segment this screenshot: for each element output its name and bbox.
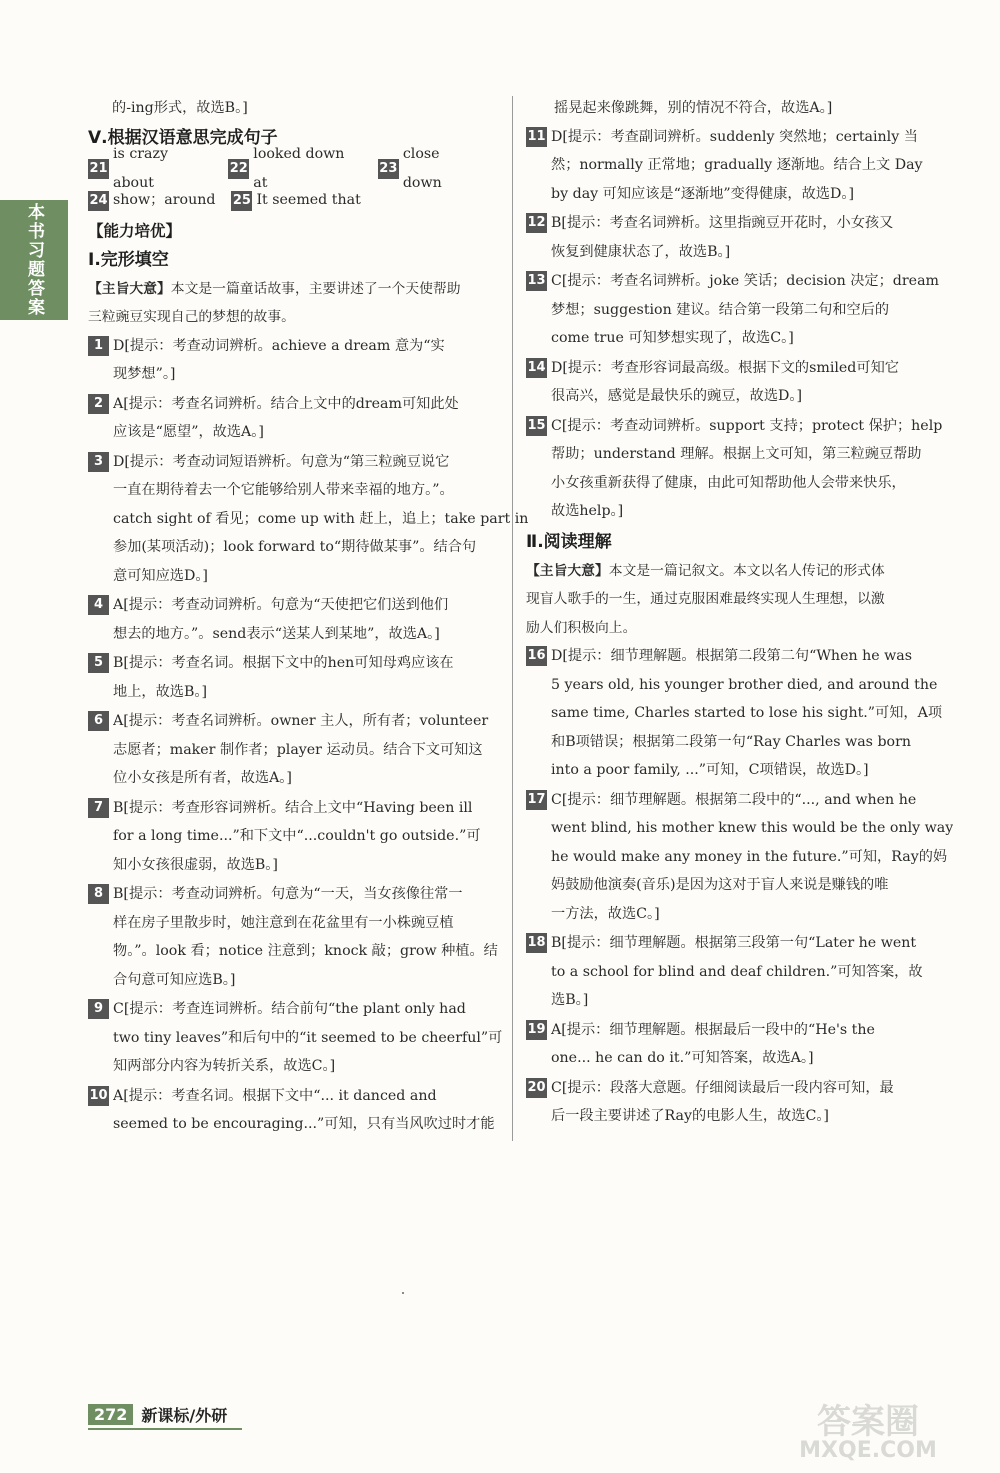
answer-item bbox=[526, 1074, 944, 1131]
explanation-line: C[提示：考查名词辨析。joke 笑话；decision 决定；dream bbox=[551, 273, 939, 289]
explanation-line: 然；normally 正常地；gradually 逐渐地。结合上文 Day bbox=[551, 157, 923, 173]
explanation-line: he would make any money in the future.”可知，Ray的妈 bbox=[551, 848, 948, 865]
item-number: 5 bbox=[88, 653, 109, 673]
fill-answer: close down bbox=[402, 146, 442, 191]
answer-item bbox=[526, 123, 944, 209]
explanation-line: C[提示：考查连词辨析。结合前句“the plant only had bbox=[113, 1001, 466, 1017]
answer-explanation bbox=[551, 354, 944, 411]
answer-explanation bbox=[113, 995, 502, 1081]
summary-line: 现盲人歌手的一生，通过克服困难最终实现人生理想，以激 bbox=[526, 591, 885, 607]
book-name: 新课标/外研 bbox=[141, 1406, 228, 1425]
item-number: 2 bbox=[88, 394, 109, 414]
explanation-line: D[提示：细节理解题。根据第二段第二句“When he was bbox=[551, 648, 913, 664]
item-number: 6 bbox=[88, 711, 109, 731]
ability-title: 【能力培优】 bbox=[88, 221, 182, 240]
explanation-line: 地上，故选B。] bbox=[113, 683, 207, 700]
explanation-line: 很高兴，感觉是最快乐的豌豆，故选D。] bbox=[551, 388, 802, 404]
answer-explanation bbox=[551, 642, 944, 785]
answer-explanation bbox=[113, 649, 498, 706]
summary bbox=[88, 275, 498, 332]
explanation-line: C[提示：细节理解题。根据第二段中的“..., and when he bbox=[551, 791, 917, 808]
explanation-line: two tiny leaves”和后句中的“it seemed to be cheerful”可 bbox=[113, 1029, 503, 1046]
explanation-line: for a long time...”和下文中“...couldn't go outside.”可 bbox=[113, 828, 481, 844]
item-number: 9 bbox=[88, 999, 109, 1019]
item-number: 3 bbox=[88, 452, 109, 472]
item-number: 13 bbox=[526, 271, 547, 291]
explanation-line: C[提示：考查动词辨析。support 支持；protect 保护；help bbox=[551, 417, 943, 434]
explanation-line: D[提示：考查动词辨析。achieve a dream 意为“实 bbox=[113, 337, 445, 354]
explanation-line: 梦想；suggestion 建议。结合第一段第二句和空后的 bbox=[551, 301, 890, 318]
explanation-line: 一直在期待着去一个它能够给别人带来幸福的地方。”。 bbox=[113, 482, 454, 498]
summary-line: 励人们积极向上。 bbox=[526, 619, 637, 636]
explanation-line: come true 可知梦想实现了，故选C。] bbox=[551, 330, 794, 346]
fill-answer: It seemed that bbox=[256, 192, 361, 209]
fill-item bbox=[88, 186, 215, 215]
explanation-line: B[提示：考查动词辨析。句意为“一天，当女孩像往常一 bbox=[113, 886, 463, 902]
fill-answer: show；around bbox=[113, 192, 216, 209]
answer-explanation bbox=[551, 209, 944, 266]
explanation-line: D[提示：考查形容词最高级。根据下文的smiled可知它 bbox=[551, 359, 899, 376]
answer-explanation bbox=[551, 412, 944, 526]
answer-item bbox=[88, 448, 529, 591]
item-number: 10 bbox=[88, 1086, 109, 1106]
answer-item bbox=[88, 332, 498, 389]
explanation-line: 一方法，故选C。] bbox=[551, 905, 660, 922]
explanation-line: A[提示：考查名词。根据下文中“... it danced and bbox=[113, 1087, 437, 1104]
explanation-line: to a school for blind and deaf children.”可知答案，故 bbox=[551, 963, 923, 980]
explanation-line: 选B。] bbox=[551, 992, 589, 1008]
explanation-line: D[提示：考查副词辨析。suddenly 突然地；certainly 当 bbox=[551, 128, 918, 145]
answer-item bbox=[526, 412, 944, 526]
explanation-line: 应该是“愿望”，故选A。] bbox=[113, 424, 264, 440]
explanation-line: 和B项错误；根据第二段第一句“Ray Charles was born bbox=[551, 733, 912, 750]
explanation-line: A[提示：细节理解题。根据最后一段中的“He's the bbox=[551, 1021, 875, 1038]
explanation-line: seemed to be encouraging...”可知，只有当风吹过时才能 bbox=[113, 1116, 495, 1132]
fill-answer: looked down at bbox=[253, 146, 345, 191]
explanation-line: 妈鼓励他演奏(音乐)是因为这对于盲人来说是赚钱的唯 bbox=[551, 877, 889, 893]
item-number: 21 bbox=[88, 159, 109, 179]
answer-explanation bbox=[551, 1074, 944, 1131]
answer-explanation bbox=[113, 794, 498, 880]
answer-explanation bbox=[113, 1082, 498, 1139]
explanation-line: 参加(某项活动)；look forward to“期待做某事”。结合句 bbox=[113, 539, 477, 555]
fill-row-1 bbox=[88, 146, 498, 191]
explanation-line: A[提示：考查名词辨析。结合上文中的dream可知此处 bbox=[113, 395, 459, 412]
watermark-brand: 答案圈 bbox=[817, 1402, 919, 1442]
item-number: 11 bbox=[526, 127, 547, 147]
summary bbox=[526, 557, 944, 643]
explanation-line: catch sight of 看见；come up with 赶上，追上；take part in bbox=[113, 510, 529, 527]
explanation-line: D[提示：考查动词短语辨析。句意为“第三粒豌豆说它 bbox=[113, 453, 450, 470]
explanation-line: 知两部分内容为转折关系，故选C。] bbox=[113, 1058, 336, 1074]
explanation-line: one... he can do it.”可知答案，故选A。] bbox=[551, 1050, 814, 1066]
answer-item bbox=[88, 880, 498, 994]
explanation-line: 物。”。look 看；notice 注意到；knock 敲；grow 种植。结 bbox=[113, 943, 498, 959]
answer-item bbox=[526, 267, 944, 353]
section-v-title: Ⅴ.根据汉语意思完成句子 bbox=[88, 127, 278, 148]
answer-explanation bbox=[551, 123, 944, 209]
page-number: 272 bbox=[88, 1404, 133, 1425]
cloze-answers-cont bbox=[526, 123, 944, 526]
item-number: 22 bbox=[228, 159, 249, 179]
summary-tag: 【主旨大意】 bbox=[526, 562, 609, 579]
answer-item bbox=[526, 209, 944, 266]
item-number: 18 bbox=[526, 933, 547, 953]
answer-item bbox=[88, 1082, 498, 1139]
explanation-line: 意可知应选D。] bbox=[113, 567, 208, 584]
answer-item bbox=[526, 786, 954, 929]
explanation-line: B[提示：细节理解题。根据第三段第一句“Later he went bbox=[551, 935, 917, 951]
explanation-line: into a poor family, ...”可知，C项错误，故选D。] bbox=[551, 762, 869, 778]
reading-answers bbox=[526, 642, 954, 1131]
answer-explanation bbox=[113, 880, 498, 994]
explanation-line: 后一段主要讲述了Ray的电影人生，故选C。] bbox=[551, 1108, 829, 1124]
explanation-line: 位小女孩是所有者，故选A。] bbox=[113, 770, 292, 786]
item-number: 23 bbox=[378, 159, 399, 179]
right-column bbox=[526, 94, 954, 1132]
answer-explanation bbox=[113, 448, 528, 591]
answer-item bbox=[88, 794, 498, 880]
summary-line: 【主旨大意】本文是一篇童话故事，主要讲述了一个天使帮助 bbox=[88, 280, 461, 297]
item-number: 25 bbox=[231, 191, 252, 211]
explanation-line: 帮助；understand 理解。根据上文可知，第三粒豌豆帮助 bbox=[551, 446, 922, 462]
explanation-line: same time, Charles started to lose his sight.”可知，A项 bbox=[551, 705, 943, 721]
explanation-line: A[提示：考查名词辨析。owner 主人，所有者；volunteer bbox=[113, 713, 489, 729]
answer-item bbox=[88, 707, 498, 793]
explanation-line: 样在房子里散步时，她注意到在花盆里有一小株豌豆植 bbox=[113, 914, 454, 931]
explanation-line: 现梦想”。] bbox=[113, 366, 176, 382]
answer-explanation bbox=[551, 1016, 944, 1073]
answer-item bbox=[88, 649, 498, 706]
watermark-logo bbox=[748, 1395, 988, 1463]
explanation-line: 想去的地方。”。send表示“送某人到某地”，故选A。] bbox=[113, 625, 440, 642]
column-divider bbox=[512, 96, 513, 1141]
footer-rule bbox=[88, 1428, 242, 1430]
answer-explanation bbox=[113, 591, 498, 648]
answer-explanation bbox=[113, 390, 498, 447]
explanation-line: by day 可知应该是“逐渐地”变得健康，故选D。] bbox=[551, 185, 854, 202]
summary-tag: 【主旨大意】 bbox=[88, 280, 171, 297]
answer-explanation bbox=[551, 929, 944, 1015]
continued-line: 的-ing形式，故选B。] bbox=[112, 100, 248, 116]
reading-title: Ⅱ.阅读理解 bbox=[526, 531, 612, 552]
continued-line: 摇晃起来像跳舞，别的情况不符合，故选A。] bbox=[554, 100, 833, 116]
item-number: 24 bbox=[88, 191, 109, 211]
answer-explanation bbox=[113, 332, 498, 389]
item-number: 16 bbox=[526, 646, 547, 666]
explanation-line: 知小女孩很虚弱，故选B。] bbox=[113, 856, 278, 873]
item-number: 19 bbox=[526, 1020, 547, 1040]
item-number: 14 bbox=[526, 358, 547, 378]
item-number: 20 bbox=[526, 1078, 547, 1098]
page-footer bbox=[88, 1403, 227, 1426]
item-number: 8 bbox=[88, 884, 109, 904]
explanation-line: 5 years old, his younger brother died, and around the bbox=[551, 676, 938, 693]
summary-line: 【主旨大意】本文是一篇记叙文。本文以名人传记的形式体 bbox=[526, 562, 885, 579]
answer-item bbox=[526, 1016, 944, 1073]
summary-line: 三粒豌豆实现自己的梦想的故事。 bbox=[88, 309, 295, 325]
explanation-line: 志愿者；maker 制作者；player 运动员。结合下文可知这 bbox=[113, 741, 483, 758]
explanation-line: A[提示：考查动词辨析。句意为“天使把它们送到他们 bbox=[113, 597, 449, 613]
explanation-line: B[提示：考查名词辨析。这里指豌豆开花时，小女孩又 bbox=[551, 215, 894, 231]
item-number: 17 bbox=[526, 790, 547, 810]
explanation-line: 恢复到健康状态了，故选B。] bbox=[551, 243, 731, 260]
item-number: 1 bbox=[88, 336, 109, 356]
explanation-line: 故选help。] bbox=[551, 503, 624, 519]
fill-item bbox=[231, 186, 360, 215]
item-number: 7 bbox=[88, 798, 109, 818]
fill-answer: is crazy about bbox=[113, 146, 169, 191]
answer-explanation bbox=[551, 267, 944, 353]
answer-explanation bbox=[551, 786, 953, 929]
item-number: 12 bbox=[526, 213, 547, 233]
item-number: 4 bbox=[88, 595, 109, 615]
explanation-line: 小女孩重新获得了健康，由此可知帮助他人会带来快乐， bbox=[551, 474, 906, 491]
print-speck bbox=[402, 1292, 404, 1294]
side-tab: 本书习题答案 bbox=[0, 200, 68, 320]
explanation-line: 合句意可知应选B。] bbox=[113, 971, 236, 988]
item-number: 15 bbox=[526, 416, 547, 436]
answer-item bbox=[526, 354, 944, 411]
answer-item bbox=[88, 390, 498, 447]
cloze-answers bbox=[88, 332, 529, 1139]
answer-item bbox=[88, 995, 503, 1081]
answer-item bbox=[526, 642, 944, 785]
answer-item bbox=[526, 929, 944, 1015]
explanation-line: C[提示：段落大意题。仔细阅读最后一段内容可知，最 bbox=[551, 1079, 894, 1096]
left-column bbox=[88, 94, 529, 1140]
explanation-line: went blind, his mother knew this would be the only way bbox=[551, 820, 954, 836]
answer-item bbox=[88, 591, 498, 648]
explanation-line: B[提示：考查形容词辨析。结合上文中“Having been ill bbox=[113, 799, 473, 816]
cloze-title: Ⅰ.完形填空 bbox=[88, 249, 169, 270]
explanation-line: B[提示：考查名词。根据下文中的hen可知母鸡应该在 bbox=[113, 655, 454, 671]
answer-explanation bbox=[113, 707, 498, 793]
fill-item bbox=[378, 140, 482, 197]
watermark-site: MXQE.COM bbox=[799, 1438, 937, 1463]
